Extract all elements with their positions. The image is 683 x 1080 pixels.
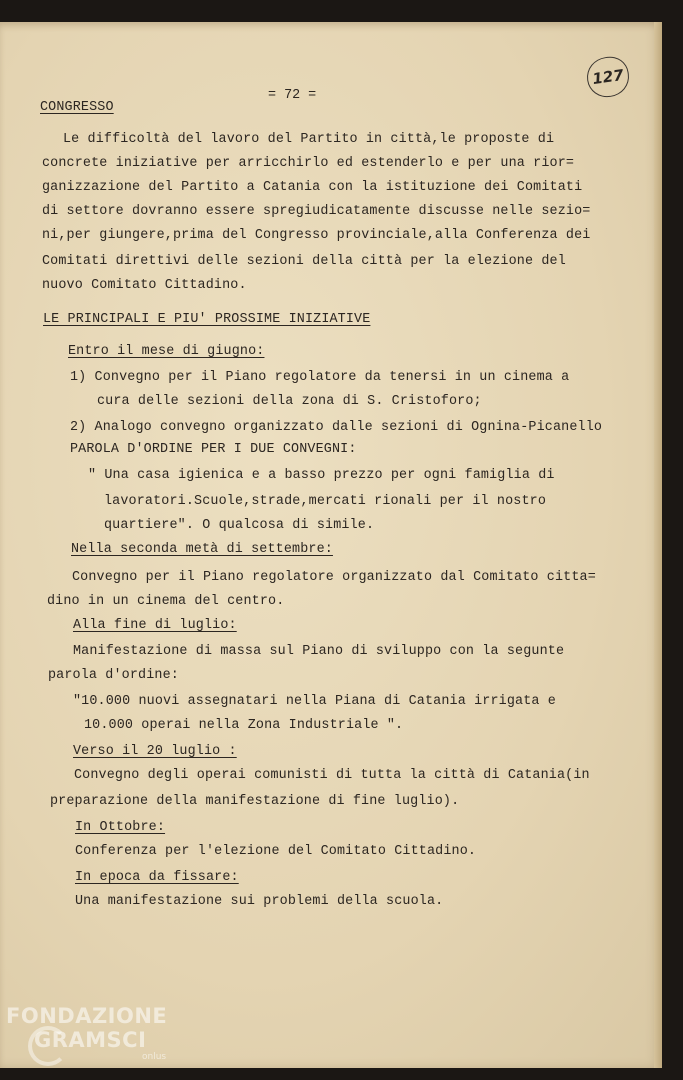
page-number: = 72 = <box>268 88 317 103</box>
watermark-line1: FONDAZIONE <box>6 1004 168 1028</box>
slogan-line: lavoratori.Scuole,strade,mercati rionali per il nostro <box>104 494 547 509</box>
heading-giugno: Entro il mese di giugno: <box>68 344 265 359</box>
paragraph-line: Le difficoltà del lavoro del Partito in città,le proposte di <box>63 132 555 147</box>
list-item-line: 2) Analogo convegno organizzato dalle sezioni di Ognina-Picanello <box>70 420 603 435</box>
slogan-line: " Una casa igienica e a basso prezzo per ogni famiglia di <box>88 468 555 483</box>
paragraph-line: nuovo Comitato Cittadino. <box>42 278 247 293</box>
archive-number-stamp: 127 <box>584 54 631 99</box>
fondazione-gramsci-watermark <box>6 1004 168 1062</box>
heading-settembre: Nella seconda metà di settembre: <box>71 542 333 557</box>
heading-20-luglio: Verso il 20 luglio : <box>73 744 237 759</box>
paragraph-line: dino in un cinema del centro. <box>47 594 285 609</box>
paragraph-line: ganizzazione del Partito a Catania con la istituzione dei Comitati <box>42 180 583 195</box>
document-page <box>0 22 662 1068</box>
heading-congresso: CONGRESSO <box>40 100 114 115</box>
watermark-suffix: onlus <box>142 1052 167 1062</box>
paragraph-line: Conferenza per l'elezione del Comitato Cittadino. <box>75 844 477 859</box>
watermark-line2: GRAMSCI <box>34 1028 147 1052</box>
paragraph-line: concrete iniziative per arricchirlo ed estenderlo e per una rior= <box>42 156 575 171</box>
slogan-line: quartiere". O qualcosa di simile. <box>104 518 375 533</box>
heading-epoca: In epoca da fissare: <box>75 870 239 885</box>
heading-fine-luglio: Alla fine di luglio: <box>73 618 237 633</box>
paragraph-line: Convegno degli operai comunisti di tutta la città di Catania(in <box>74 768 590 783</box>
heading-ottobre: In Ottobre: <box>75 820 166 835</box>
page-edge <box>654 22 662 1068</box>
paragraph-line: Una manifestazione sui problemi della scuola. <box>75 894 444 909</box>
paragraph-line: parola d'ordine: <box>48 668 179 683</box>
quote-line: "10.000 nuovi assegnatari nella Piana di Catania irrigata e <box>73 694 556 709</box>
paragraph-line: Convegno per il Piano regolatore organizzato dal Comitato citta= <box>72 570 596 585</box>
paragraph-line: preparazione della manifestazione di fine luglio). <box>50 794 460 809</box>
paragraph-line: di settore dovranno essere spregiudicatamente discusse nelle sezio= <box>42 204 591 219</box>
paragraph-line: Manifestazione di massa sul Piano di sviluppo con la segunte <box>73 644 565 659</box>
list-item-line: cura delle sezioni della zona di S. Cristoforo; <box>97 394 482 409</box>
quote-line: 10.000 operai nella Zona Industriale ". <box>84 718 404 733</box>
list-item-line: 1) Convegno per il Piano regolatore da tenersi in un cinema a <box>70 370 570 385</box>
heading-iniziative: LE PRINCIPALI E PIU' PROSSIME INIZIATIVE <box>43 312 371 327</box>
paragraph-line: ni,per giungere,prima del Congresso provinciale,alla Conferenza dei <box>42 228 591 243</box>
slogan-label: PAROLA D'ORDINE PER I DUE CONVEGNI: <box>70 442 357 457</box>
paragraph-line: Comitati direttivi delle sezioni della città per la elezione del <box>42 254 566 269</box>
